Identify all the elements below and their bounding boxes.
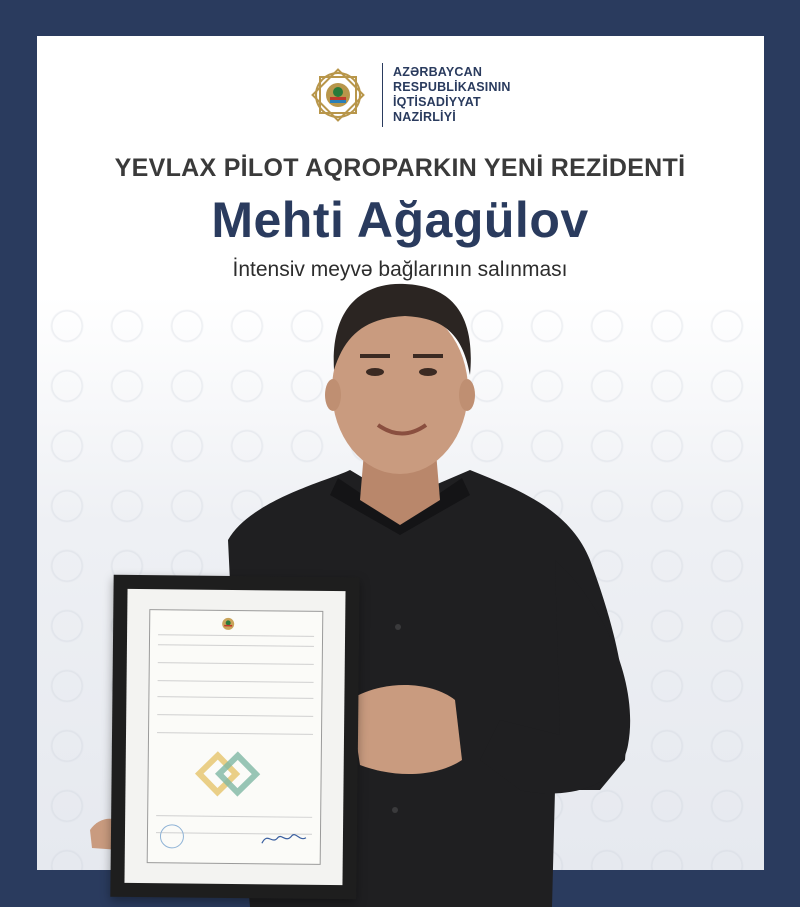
certificate-rule xyxy=(157,714,313,717)
certificate-seal xyxy=(160,824,184,848)
headline-kicker: YEVLAX PİLOT AQROPARKIN YENİ REZİDENTİ xyxy=(114,154,686,182)
ministry-line-3: İQTİSADİYYAT xyxy=(393,95,481,109)
activity-subtitle: İntensiv meyvə bağlarının salınması xyxy=(232,258,568,281)
framed-certificate xyxy=(110,575,359,900)
certificate-rule xyxy=(157,696,313,699)
signature xyxy=(260,829,308,848)
certificate-rule xyxy=(158,644,314,647)
ministry-line-4: NAZİRLİYİ xyxy=(393,110,456,124)
left-eye xyxy=(366,368,384,376)
shirt-button xyxy=(392,807,398,813)
right-ear xyxy=(459,379,475,411)
certificate-rule xyxy=(156,815,312,818)
left-ear xyxy=(325,379,341,411)
ministry-line-1: AZƏRBAYCAN xyxy=(393,65,483,79)
certificate-paper xyxy=(147,609,324,865)
right-hand xyxy=(350,685,462,774)
certificate-rule xyxy=(158,634,314,637)
ministry-line-2: RESPUBLİKASININ xyxy=(393,80,511,94)
agropark-watermark xyxy=(194,751,265,812)
right-eye xyxy=(419,368,437,376)
certificate-rule xyxy=(157,732,313,735)
certificate-rule xyxy=(158,662,314,665)
certificate-mat xyxy=(124,589,345,885)
shirt-button xyxy=(395,624,401,630)
state-emblem-icon xyxy=(221,617,235,631)
resident-name: Mehti Ağagülov xyxy=(211,192,589,248)
certificate-rule xyxy=(158,680,314,683)
